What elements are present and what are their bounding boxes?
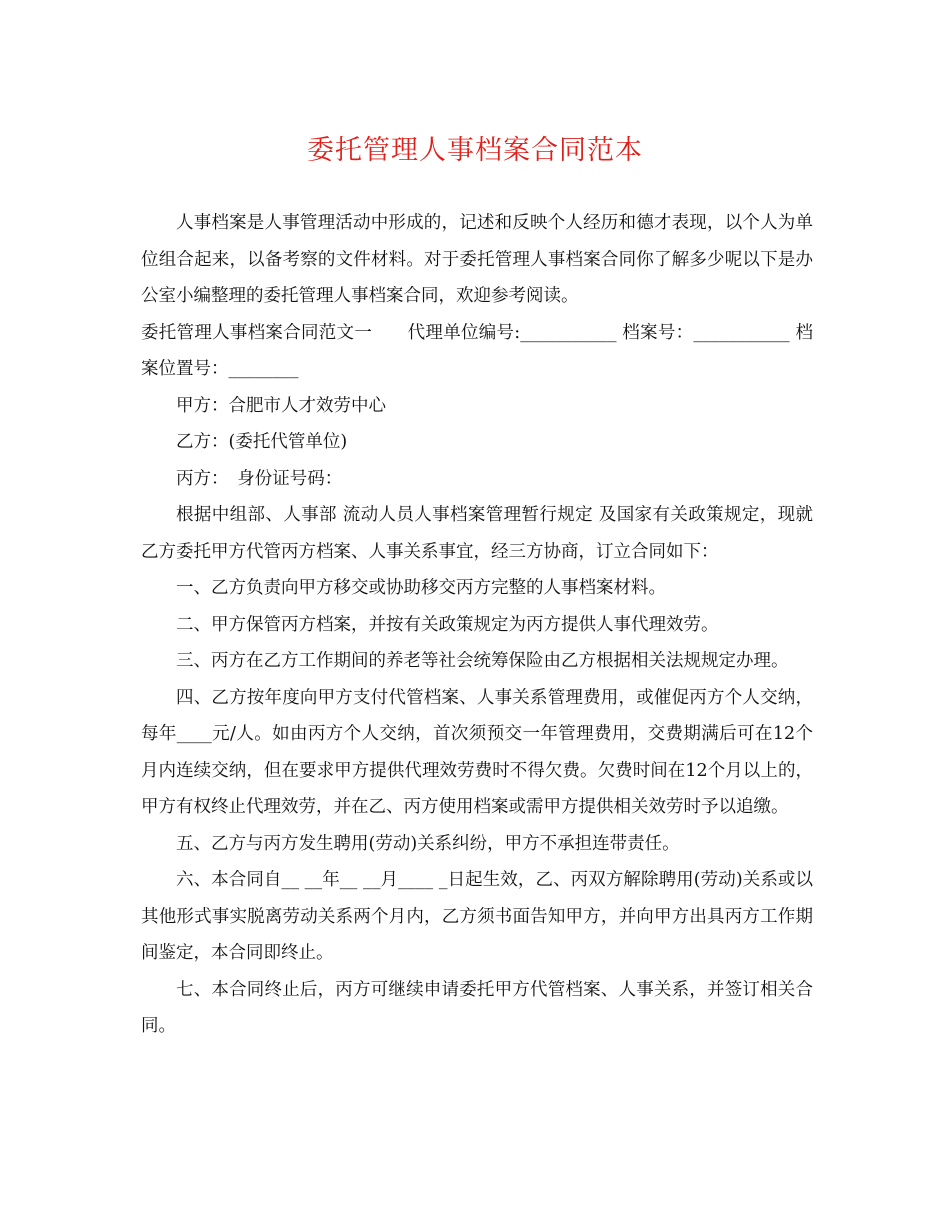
clause-4: 四、乙方按年度向甲方支付代管档案、人事关系管理费用，或催促丙方个人交纳，每年____元/人。如由丙方个人交纳，首次须预交一年管理费用，交费期满后可在12个月内连续交纳，但在要求甲方提供代理效劳费时不得欠费。欠费时间在12个月以上的，甲方有权终止代理效劳，并在乙、丙方使用档案或需甲方提供相关效劳时予以追缴。 — [141, 687, 813, 817]
party-a: 甲方：合肥市人才效劳中心 — [176, 395, 386, 416]
document-title: 委托管理人事档案合同范本 — [307, 135, 643, 166]
document-body — [141, 205, 813, 1045]
contract-header-line: 委托管理人事档案合同范文一 代理单位编号:___________ 档案号：___________ 档案位置号：________ — [141, 322, 813, 379]
clause-1: 一、乙方负责向甲方移交或协助移交丙方完整的人事档案材料。 — [176, 578, 666, 598]
clause-7: 七、本合同终止后，丙方可继续申请委托甲方代管档案、人事关系，并签订相关合同。 — [141, 979, 813, 1036]
preamble-paragraph: 根据中组部、人事部 流动人员人事档案管理暂行规定 及国家有关政策规定，现就乙方委托甲方代管丙方档案、人事关系事宜，经三方协商，订立合同如下： — [141, 505, 813, 562]
clause-5: 五、乙方与丙方发生聘用(劳动)关系纠纷，甲方不承担连带责任。 — [176, 833, 680, 854]
party-c: 丙方： 身份证号码： — [176, 468, 343, 489]
clause-6: 六、本合同自__ __年__ __月____ _日起生效，乙、丙双方解除聘用(劳动)关系或以其他形式事实脱离劳动关系两个月内，乙方须书面告知甲方，并向甲方出具丙方工作期间鉴定，本合同即终止。 — [141, 870, 813, 963]
clause-3: 三、丙方在乙方工作期间的养老等社会统筹保险由乙方根据相关法规规定办理。 — [176, 651, 789, 671]
party-b: 乙方：(委托代管单位) — [176, 432, 348, 452]
clause-2: 二、甲方保管丙方档案，并按有关政策规定为丙方提供人事代理效劳。 — [176, 614, 719, 635]
intro-paragraph: 人事档案是人事管理活动中形成的，记述和反映个人经历和德才表现，以个人为单位组合起来，以备考察的文件材料。对于委托管理人事档案合同你了解多少呢以下是办公室小编整理的委托管理人事档案合同，欢迎参考阅读。 — [141, 213, 813, 306]
